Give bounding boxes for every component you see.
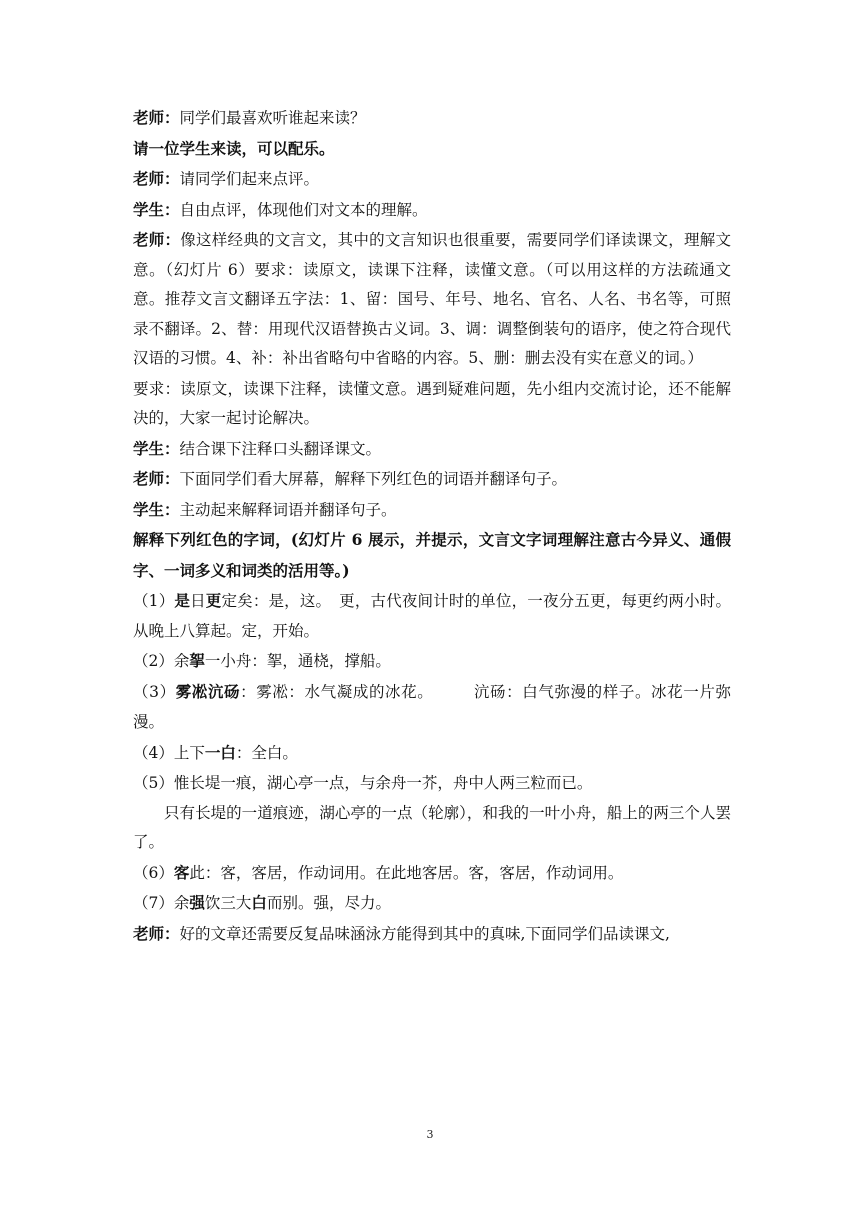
line-text: 要求：读原文，读课下注释，读懂文意。遇到疑难问题，先小组内交流讨论，还不能解决的，大家一起讨论解决。 — [133, 379, 731, 427]
speaker-label: 老师： — [133, 923, 180, 943]
dialogue-line — [133, 919, 731, 950]
translation-paragraph: 只有长堤的一道痕迹，湖心亭的一点（轮廓），和我的一叶小舟，船上的两三个人罢了。 — [133, 803, 731, 851]
key-word: 更 — [205, 591, 222, 610]
vocab-item: （5）惟长堤一痕，湖心亭一点，与余舟一芥，舟中人两三粒而已。 — [133, 774, 593, 792]
vocab-item: （4）上下一白：全白。 — [133, 742, 298, 762]
line-text: 结合课下注释口头翻译课文。 — [179, 439, 382, 458]
line-text: 主动起来解释词语并翻译句子。 — [179, 500, 397, 519]
speaker-label: 学生： — [133, 199, 180, 219]
line-text: 自由点评，体现他们对文本的理解。 — [179, 200, 428, 219]
line-text: 下面同学们看大屏幕，解释下列红色的词语并翻译句子。 — [179, 470, 568, 488]
dialogue-line — [133, 525, 731, 586]
item-number: （4） — [133, 743, 174, 762]
key-word: 客 — [173, 862, 190, 882]
key-word: 是 — [174, 591, 191, 610]
speaker-label: 老师： — [133, 108, 180, 127]
line-text: 好的文章还需要反复品味涵泳方能得到其中的真味,下面同学们品读课文, — [179, 924, 670, 943]
bold-instruction: 请一位学生来读，可以配乐。 — [133, 138, 335, 158]
dialogue-line — [133, 495, 731, 526]
speaker-label: 老师： — [133, 469, 180, 488]
item-number: （7） — [133, 894, 174, 912]
item-number: （6） — [133, 863, 174, 882]
vocab-item: （1）是日更定矣：是，这。 更，古代夜间计时的单位，一夜分五更，每更约两小时。从晚上八算起。定，开始。 — [133, 591, 731, 640]
dialogue-line — [133, 464, 731, 495]
key-word: 强 — [189, 893, 205, 912]
vocab-item: （6）客此：客，客居，作动词用。在此地客居。客，客居，作动词用。 — [133, 862, 624, 882]
vocab-item: （7）余强饮三大白而别。强，尽力。 — [133, 893, 391, 912]
dialogue-line — [133, 103, 731, 134]
item-number: （2） — [133, 652, 174, 670]
dialogue-line — [133, 195, 731, 226]
item-number: （5） — [133, 774, 174, 792]
dialogue-line — [133, 164, 731, 195]
line-text: 同学们最喜欢听谁起来读？ — [179, 109, 366, 127]
vocab-item: （2）余挐一小舟：挐，通桡，撑船。 — [133, 651, 391, 670]
speaker-label: 老师： — [133, 230, 181, 249]
dialogue-line — [133, 134, 731, 165]
vocab-item: （3）雾凇沆砀：雾凇：水气凝成的冰花。 沆砀：白气弥漫的样子。冰花一片弥漫。 — [133, 681, 731, 731]
bold-instruction: 解释下列红色的字词，(幻灯片 6 展示，并提示，文言文字词理解注意古今异义、通假字、一词多义和词类的活用等。) — [133, 530, 731, 580]
item-number: （1） — [133, 592, 175, 610]
dialogue-line — [133, 434, 731, 465]
key-word: 挐 — [189, 651, 205, 670]
page-body — [133, 103, 731, 949]
speaker-label: 学生： — [133, 438, 180, 458]
line-text: 像这样经典的文言文，其中的文言知识也很重要，需要同学们译读课文，理解文意。（幻灯片 6）要求：读原文，读课下注释，读懂文意。（可以用这样的方法疏通文意。推荐文言文翻译五字法：1、留：国号、年号、地名、官名、人名、书名等，可照录不翻译。2、替：用现代汉语替换古义词。3、调：调整倒装句的语序，使之符合现代 汉语的习惯。4、补：补出省略句中省略的内容。5、删：删去没有实在意义的词。） — [133, 231, 731, 367]
speaker-label: 学生： — [133, 499, 180, 519]
page-number: 3 — [426, 1128, 434, 1141]
key-word: 雾凇沆砀 — [175, 681, 241, 701]
key-word: 白 — [251, 893, 267, 912]
line-text: 请同学们起来点评。 — [179, 170, 320, 188]
dialogue-line — [133, 225, 731, 374]
key-word: 一白 — [204, 742, 236, 762]
dialogue-line — [133, 374, 731, 434]
speaker-label: 老师： — [133, 169, 180, 188]
item-number: （3） — [133, 682, 176, 701]
